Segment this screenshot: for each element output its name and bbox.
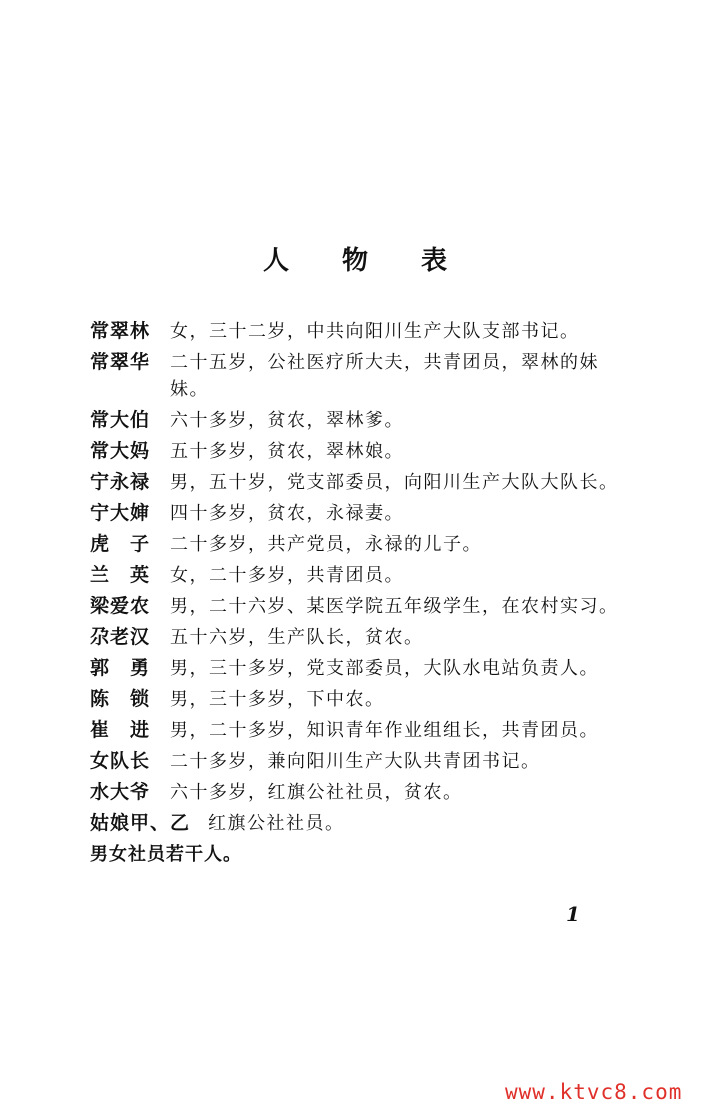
list-item [90,748,620,775]
character-description: 男，三十多岁，下中农。 [170,689,385,710]
character-description: 男，二十六岁、某医学院五年级学生，在农村实习。 [170,596,619,617]
character-name: 兰 英 [90,564,151,586]
list-item [90,469,620,496]
list-item [90,562,620,589]
character-description: 男，三十多岁，党支部委员，大队水电站负责人。 [170,658,599,679]
character-description: 五十六岁，生产队长，贫农。 [170,627,424,648]
watermark: www.ktvc8.com [505,1080,683,1104]
character-name: 尕老汉 [90,626,151,648]
character-name: 崔 进 [90,719,151,741]
list-item [90,531,620,558]
character-description: 二十多岁，共产党员，永禄的儿子。 [170,534,482,555]
character-description: 男，五十岁，党支部委员，向阳川生产大队大队长。 [170,472,619,493]
character-description: 四十多岁，贫农，永禄妻。 [170,503,404,524]
character-name: 常翠华 [90,351,151,373]
list-item [90,717,620,744]
list-item [90,349,620,403]
list-item [90,686,620,713]
character-description: 五十多岁，贫农，翠林娘。 [170,441,404,462]
character-name: 虎 子 [90,533,151,555]
character-name: 女队长 [90,750,151,772]
character-name: 陈 锁 [90,688,151,710]
character-name: 常大妈 [90,440,151,462]
character-name: 梁爱农 [90,595,151,617]
character-name: 宁永禄 [90,471,151,493]
list-item [90,500,620,527]
character-list [90,318,620,868]
closing-note: 男女社员若干人。 [90,844,242,865]
character-description: 二十多岁，兼向阳川生产大队共青团书记。 [170,751,541,772]
character-name: 宁大婶 [90,502,151,524]
character-description: 女，三十二岁，中共向阳川生产大队支部书记。 [170,321,580,342]
list-item [90,779,620,806]
character-description: 女，二十多岁，共青团员。 [170,565,404,586]
character-name: 郭 勇 [90,657,151,679]
character-description: 二十五岁，公社医疗所大夫，共青团员，翠林的妹妹。 [170,352,599,400]
page-title: 人 物 表 [262,246,470,276]
character-name: 常翠林 [90,320,151,342]
character-description: 六十多岁，贫农，翠林爹。 [170,410,404,431]
character-description: 红旗公社社员。 [208,813,345,834]
list-item [90,318,620,345]
list-item [90,407,620,434]
list-item [90,438,620,465]
list-item [90,593,620,620]
list-item [90,624,620,651]
character-description: 男，二十多岁，知识青年作业组组长，共青团员。 [170,720,599,741]
character-name: 姑娘甲、乙 [90,812,191,834]
character-name: 常大伯 [90,409,151,431]
page-number: 1 [566,902,580,926]
character-name: 水大爷 [90,781,151,803]
list-item [90,655,620,682]
character-description: 六十多岁，红旗公社社员，贫农。 [170,782,463,803]
list-item [90,810,620,837]
